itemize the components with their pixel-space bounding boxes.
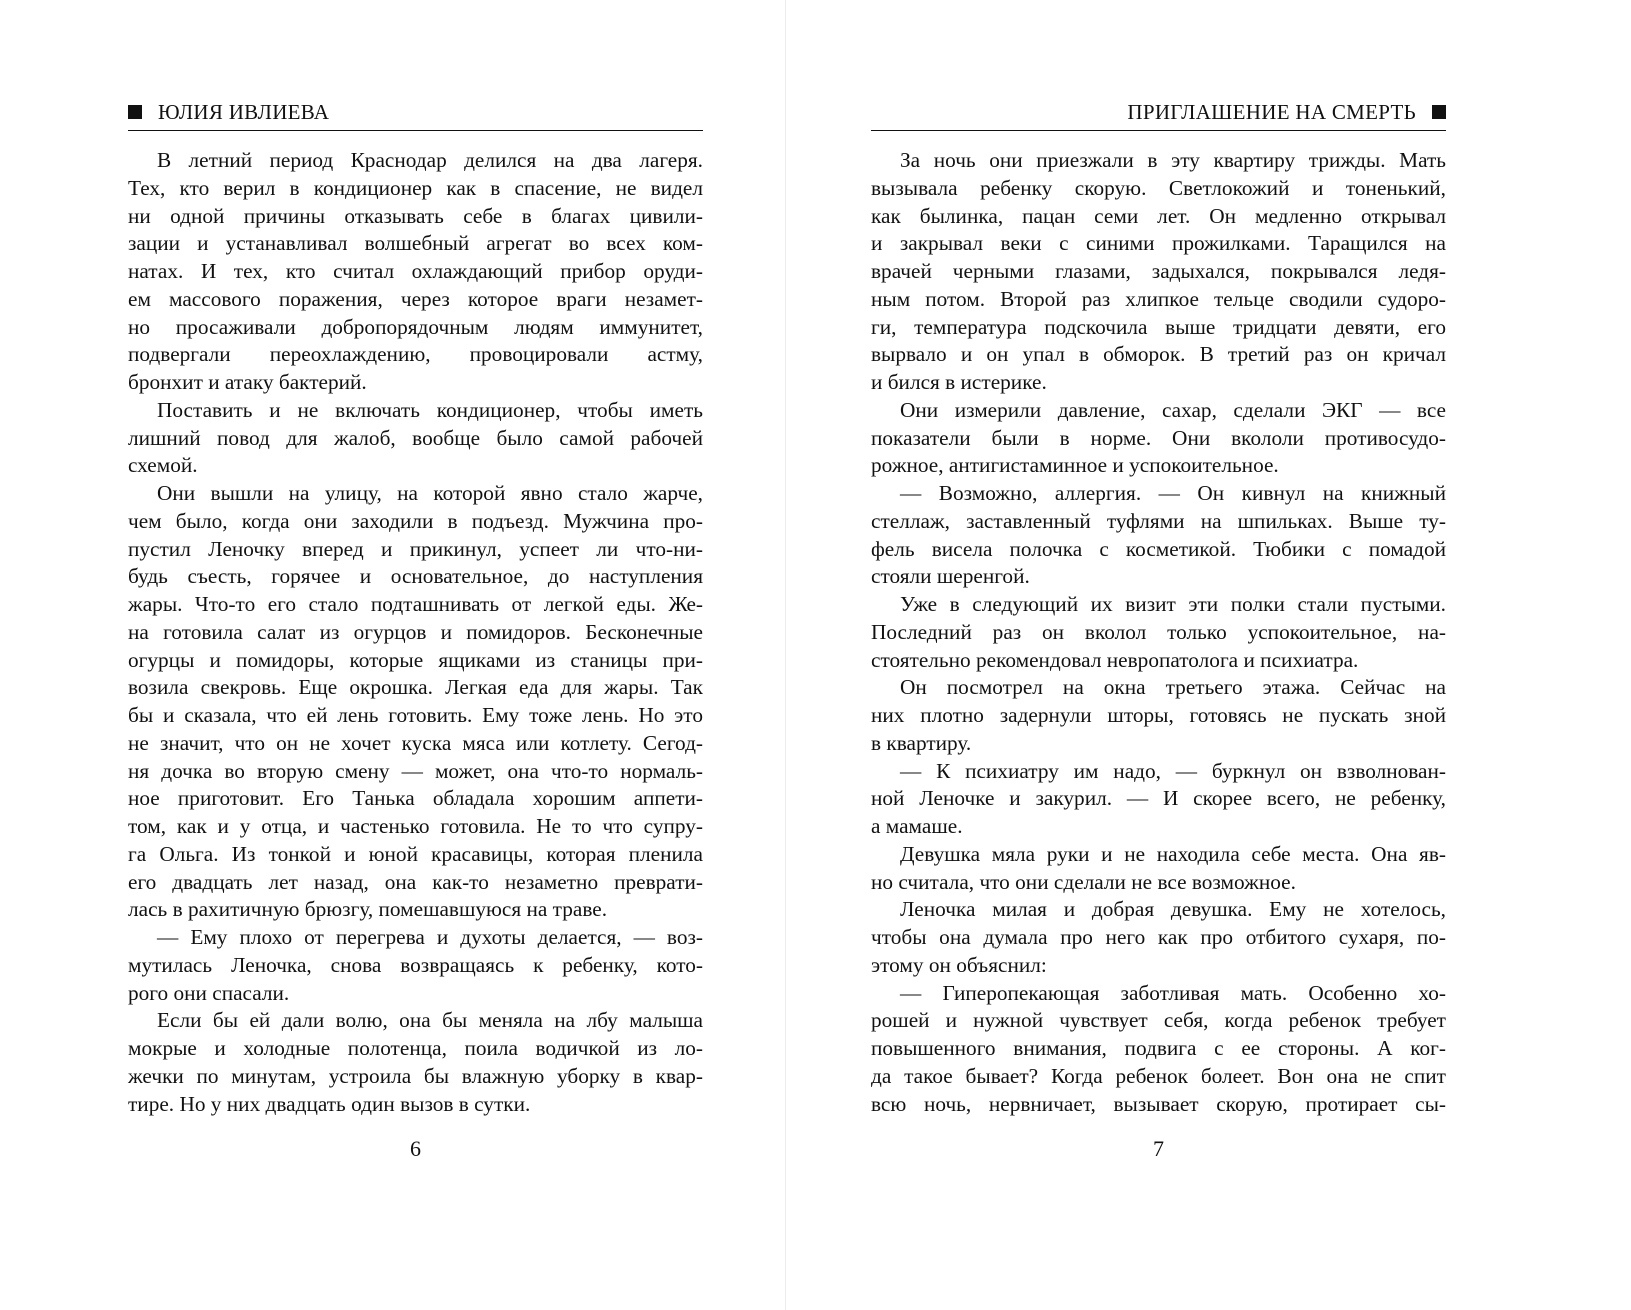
- text-line: чтобы она думала про него как про отбитого сухаря, по-: [871, 925, 1446, 949]
- text-line: фель висела полочка с косметикой. Тюбики с помадой: [871, 536, 1446, 561]
- text-line: ным потом. Второй раз хлипкое тельце сводили судоро-: [871, 286, 1446, 311]
- paragraph: [871, 980, 1446, 1119]
- text-line: его двадцать лет назад, она как-то незаметно преврати-: [128, 869, 703, 894]
- text-line: да такое бывает? Когда ребенок болеет. Вон она не спит: [871, 1063, 1446, 1088]
- text-line: жечки по минутам, устроила бы влажную уборку в квар-: [128, 1063, 703, 1088]
- running-head-text: ЮЛИЯ ИВЛИЕВА: [158, 100, 330, 124]
- text-line: Уже в следующий их визит эти полки стали пустыми.: [900, 592, 1446, 616]
- text-line: них плотно задернули шторы, готовясь не пускать зной: [871, 703, 1446, 727]
- text-line: бы и сказала, что ей лень готовить. Ему тоже лень. Но это: [128, 703, 703, 727]
- text-line: подвергали переохлаждению, провоцировали астму,: [128, 342, 703, 367]
- text-line: бронхит и атаку бактерий.: [128, 370, 367, 394]
- text-line: и закрывал веки с синими прожилками. Таращился на: [871, 231, 1446, 256]
- right-page: [871, 0, 1446, 1310]
- page-body: [871, 147, 1446, 1118]
- text-line: ги, температура подскочила выше тридцати девяти, его: [871, 314, 1446, 339]
- text-line: Он посмотрел на окна третьего этажа. Сейчас на: [900, 675, 1446, 700]
- page-number: 6: [410, 1136, 421, 1161]
- text-line: зации и устанавливал волшебный агрегат во всех ком-: [128, 231, 703, 256]
- text-line: лишний повод для жалоб, вообще было самой рабочей: [128, 425, 703, 450]
- text-line: врачей черными глазами, задыхался, покрывался ледя-: [871, 259, 1446, 283]
- text-line: — Возможно, аллергия. — Он кивнул на книжный: [900, 481, 1446, 505]
- text-line: не значит, что он не хочет куска мяса или котлету. Сегод-: [128, 730, 703, 755]
- text-line: ни одной причины отказывать себе в благах цивили-: [128, 203, 703, 228]
- paragraph: [871, 674, 1446, 757]
- text-line: мокрые и холодные полотенца, поила водичкой из ло-: [128, 1036, 703, 1060]
- text-line: а мамаше.: [871, 814, 963, 838]
- text-line: возила свекровь. Еще окрошка. Легкая еда для жары. Так: [128, 675, 703, 700]
- text-line: на готовила салат из огурцов и помидоров. Бесконечные: [128, 619, 703, 644]
- text-line: пустил Леночку вперед и прикинул, успеет ли что-ни-: [128, 536, 703, 561]
- paragraph: [871, 147, 1446, 397]
- text-line: Леночка милая и добрая девушка. Ему не хотелось,: [900, 897, 1446, 922]
- square-bullet-icon: [1432, 105, 1446, 119]
- paragraph: [128, 480, 703, 924]
- text-line: Они вышли на улицу, на которой явно стало жарче,: [157, 481, 703, 505]
- text-line: жары. Что-то его стало подташнивать от легкой еды. Же-: [128, 592, 703, 616]
- text-line: и бился в истерике.: [871, 370, 1047, 394]
- text-line: показатели были в норме. Они вкололи противосудо-: [871, 425, 1446, 450]
- paragraph: [871, 896, 1446, 979]
- text-line: схемой.: [128, 453, 198, 478]
- text-line: всю ночь, нервничает, вызывает скорую, протирает сы-: [871, 1091, 1446, 1116]
- text-line: В летний период Краснодар делился на два лагеря.: [157, 148, 703, 172]
- text-line: вырвало и он упал в обморок. В третий раз он кричал: [871, 342, 1446, 367]
- text-line: том, как и у отца, и частенько готовила. Не то что супру-: [128, 814, 703, 838]
- text-line: мутилась Леночка, снова возвращаясь к ребенку, кото-: [128, 952, 703, 977]
- text-line: — Гиперопекающая заботливая мать. Особенно хо-: [900, 980, 1446, 1005]
- text-line: повышенного внимания, подвига с ее стороны. А ког-: [871, 1036, 1446, 1060]
- text-line: огурцы и помидоры, которые ящиками из станицы при-: [128, 647, 703, 672]
- text-line: ное приготовит. Его Танька обладала хорошим аппети-: [128, 786, 703, 811]
- paragraph: [128, 924, 703, 1007]
- running-head: [871, 100, 1446, 131]
- text-line: стояли шеренгой.: [871, 564, 1030, 589]
- page-body: [128, 147, 703, 1118]
- text-line: Последний раз он вколол только успокоительное, на-: [871, 619, 1446, 644]
- text-line: Тех, кто верил в кондиционер как в спасение, не видел: [128, 175, 703, 200]
- text-line: Если бы ей дали волю, она бы меняла на лбу малыша: [157, 1008, 703, 1033]
- text-line: чем было, когда они заходили в подъезд. Мужчина про-: [128, 508, 703, 533]
- text-line: — Ему плохо от перегрева и духоты делается, — воз-: [157, 925, 703, 949]
- text-line: га Ольга. Из тонкой и юной красавицы, которая пленила: [128, 841, 703, 866]
- paragraph: [871, 480, 1446, 591]
- text-line: но считала, что они сделали не все возможное.: [871, 869, 1296, 894]
- text-line: в квартиру.: [871, 730, 972, 755]
- book-gutter: [785, 0, 786, 1310]
- text-line: ной Леночке и закурил. — И скорее всего, не ребенку,: [871, 786, 1446, 811]
- text-line: вызывала ребенку скорую. Светлокожий и тоненький,: [871, 175, 1446, 200]
- running-head-text: ПРИГЛАШЕНИЕ НА СМЕРТЬ: [1127, 100, 1416, 124]
- text-line: рожное, антигистаминное и успокоительное.: [871, 453, 1279, 478]
- text-line: Девушка мяла руки и не находила себе места. Она яв-: [900, 841, 1446, 866]
- text-line: стоятельно рекомендовал невропатолога и психиатра.: [871, 647, 1359, 672]
- page-number: 7: [1153, 1136, 1164, 1161]
- paragraph: [128, 147, 703, 397]
- text-line: тире. Но у них двадцать один вызов в сутки.: [128, 1091, 531, 1116]
- text-line: рошей и нужной чувствует себя, когда ребенок требует: [871, 1008, 1446, 1033]
- paragraph: [128, 397, 703, 480]
- paragraph: [871, 397, 1446, 480]
- text-line: лась в рахитичную брюзгу, помешавшуюся на траве.: [128, 897, 608, 922]
- paragraph: [871, 591, 1446, 674]
- square-bullet-icon: [128, 105, 142, 119]
- paragraph: [871, 841, 1446, 897]
- text-line: этому он объяснил:: [871, 952, 1047, 977]
- left-page: [128, 0, 703, 1310]
- text-line: Они измерили давление, сахар, сделали ЭКГ — все: [900, 397, 1446, 422]
- text-line: рого они спасали.: [128, 980, 290, 1005]
- text-line: как былинка, пацан семи лет. Он медленно открывал: [871, 203, 1446, 228]
- text-line: Поставить и не включать кондиционер, чтобы иметь: [157, 397, 703, 422]
- paragraph: [128, 1007, 703, 1118]
- text-line: ня дочка во вторую смену — может, она что-то нормаль-: [128, 758, 703, 783]
- text-line: натах. И тех, кто считал охлаждающий прибор оруди-: [128, 259, 703, 283]
- running-head: [128, 100, 703, 131]
- text-line: — К психиатру им надо, — буркнул он взволнован-: [900, 758, 1446, 783]
- text-line: но просаживали добропорядочным людям иммунитет,: [128, 314, 703, 339]
- text-line: будь съесть, горячее и основательное, до наступления: [128, 564, 703, 589]
- text-line: стеллаж, заставленный туфлями на шпильках. Выше ту-: [871, 508, 1446, 533]
- text-line: За ночь они приезжали в эту квартиру трижды. Мать: [900, 148, 1446, 172]
- paragraph: [871, 758, 1446, 841]
- text-line: ем массового поражения, через которое враги незамет-: [128, 286, 703, 311]
